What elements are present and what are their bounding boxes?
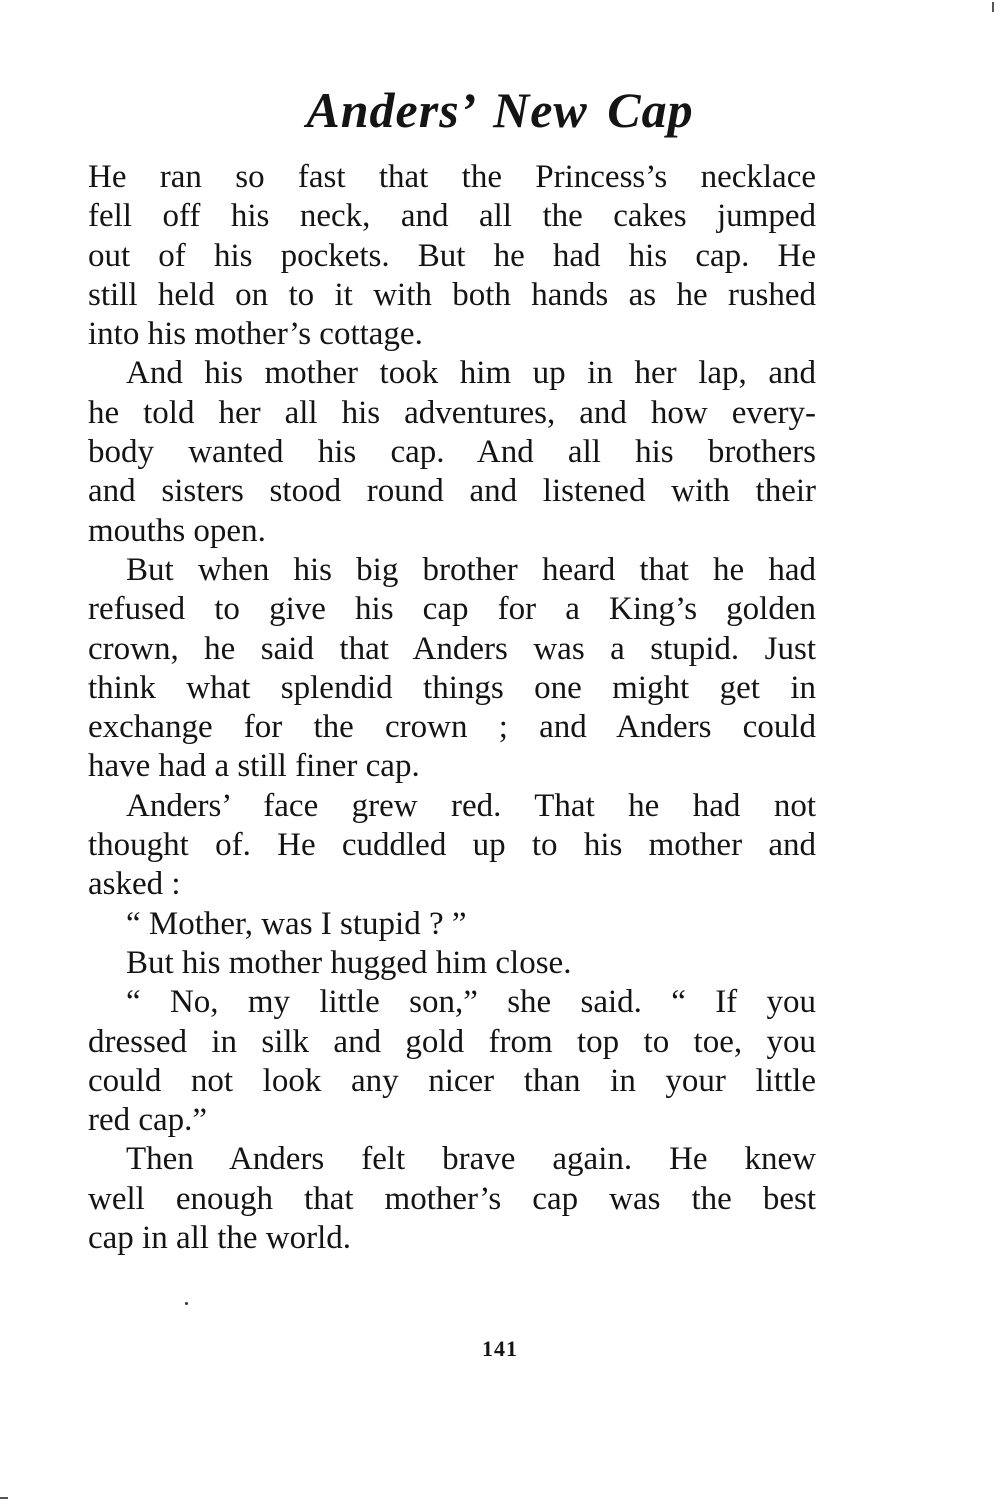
running-title: Anders’ New Cap [306, 82, 694, 138]
text-line: exchange for the crown ; and Anders could [88, 709, 816, 746]
text-line: could not look any nicer than in your little [88, 1062, 816, 1099]
text-line: But his mother hugged him close. [126, 944, 572, 981]
text-line: But when his big brother heard that he had [126, 551, 816, 588]
text-line: He ran so fast that the Princess’s necklace [88, 159, 816, 195]
text-line: red cap.” [88, 1102, 208, 1139]
ink-speck [185, 1302, 188, 1305]
text-line: into his mother’s cottage. [88, 316, 423, 353]
text-line: mouths open. [88, 512, 266, 549]
text-line: “ Mother, was I stupid ? ” [126, 905, 467, 942]
text-line: “ No, my little son,” she said. “ If you [126, 984, 816, 1021]
text-line: Anders’ face grew red. That he had not [126, 787, 816, 824]
scan-edge-mark [0, 1497, 8, 1499]
text-line: well enough that mother’s cap was the best [88, 1180, 816, 1217]
page-number: 141 [482, 1336, 518, 1361]
text-line: thought of. He cuddled up to his mother and [88, 827, 816, 864]
text-line: still held on to it with both hands as he rushed [88, 276, 816, 313]
text-line: body wanted his cap. And all his brothers [88, 434, 816, 471]
text-line: Then Anders felt brave again. He knew [126, 1141, 816, 1178]
text-line: refused to give his cap for a King’s golden [88, 591, 816, 628]
text-line: dressed in silk and gold from top to toe, you [88, 1023, 816, 1060]
text-line: asked : [88, 866, 181, 903]
text-line: and sisters stood round and listened with their [88, 473, 816, 510]
text-line: fell off his neck, and all the cakes jumped [88, 198, 816, 235]
text-line: cap in all the world. [88, 1220, 352, 1257]
text-line: And his mother took him up in her lap, and [126, 355, 816, 392]
text-line: out of his pockets. But he had his cap. He [88, 237, 816, 274]
scan-edge-mark [992, 2, 994, 12]
text-line: crown, he said that Anders was a stupid. Just [88, 630, 816, 667]
text-line: he told her all his adventures, and how every- [88, 394, 816, 431]
text-line: think what splendid things one might get in [88, 669, 816, 706]
body-text [88, 158, 816, 1258]
text-line: have had a still finer cap. [88, 748, 420, 785]
